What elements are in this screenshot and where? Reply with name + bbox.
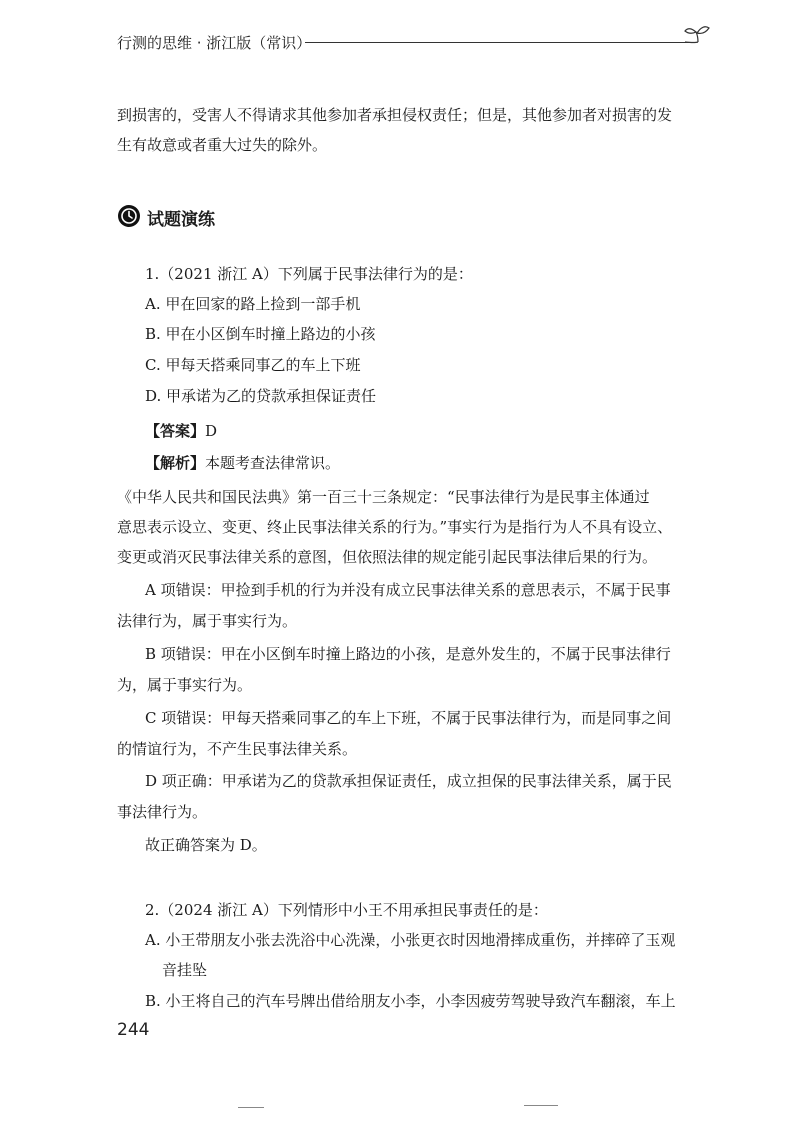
running-header xyxy=(117,28,717,58)
q2-option-b: B. 小王将自己的汽车号牌出借给朋友小李，小李因疲劳驾驶导致汽车翻滚，车上 xyxy=(145,992,676,1010)
answer-value: D xyxy=(205,422,218,440)
q2-option-a-cont: 音挂坠 xyxy=(162,961,208,979)
q2-option-a: A. 小王带朋友小张去洗浴中心洗澡，小张更衣时因地滑摔成重伤，并摔碎了玉观 xyxy=(145,931,676,949)
q1-body-line: 法律行为，属于事实行为。 xyxy=(117,612,298,630)
sprout-icon xyxy=(681,22,715,52)
q1-option-d: D. 甲承诺为乙的贷款承担保证责任 xyxy=(145,387,377,405)
q2-stem: 2.（2024 浙江 A）下列情形中小王不用承担民事责任的是： xyxy=(145,901,548,919)
header-title: 行测的思维 · 浙江版（常识） xyxy=(117,34,312,52)
q1-body-line: 《中华人民共和国民法典》第一百三十三条规定：“民事法律行为是民事主体通过 xyxy=(117,488,650,506)
intro-line-2: 生有故意或者重大过失的除外。 xyxy=(117,136,328,154)
header-rule xyxy=(305,42,691,43)
analysis-intro: 本题考查法律常识。 xyxy=(205,454,341,472)
scan-speck xyxy=(238,1107,264,1108)
analysis-tag: 【解析】 xyxy=(145,454,206,472)
q1-body-line: 的情谊行为，不产生民事法律关系。 xyxy=(117,740,358,758)
intro-line-1: 到损害的，受害人不得请求其他参加者承担侵权责任；但是，其他参加者对损害的发 xyxy=(117,106,673,124)
q1-body-line: 意思表示设立、变更、终止民事法律关系的行为。”事实行为是指行为人不具有设立、 xyxy=(117,518,673,536)
q1-body-line: B 项错误：甲在小区倒车时撞上路边的小孩，是意外发生的，不属于民事法律行 xyxy=(145,645,671,663)
answer-tag: 【答案】 xyxy=(145,422,206,440)
q1-body-line: 事法律行为。 xyxy=(117,803,208,821)
q1-body-line: 变更或消灭民事法律关系的意图，但依照法律的规定能引起民事法律后果的行为。 xyxy=(117,548,658,566)
q1-body-line: D 项正确：甲承诺为乙的贷款承担保证责任，成立担保的民事法律关系，属于民 xyxy=(145,772,672,790)
scan-speck xyxy=(524,1105,558,1106)
q1-analysis xyxy=(145,451,340,475)
q1-option-a: A. 甲在回家的路上捡到一部手机 xyxy=(145,295,361,313)
q1-body-line: A 项错误：甲捡到手机的行为并没有成立民事法律关系的意思表示，不属于民事 xyxy=(145,581,671,599)
q1-conclusion: 故正确答案为 D。 xyxy=(145,836,267,854)
q1-stem: 1.（2021 浙江 A）下列属于民事法律行为的是： xyxy=(145,265,473,283)
q1-body-line: 为，属于事实行为。 xyxy=(117,676,253,694)
q1-body-line: C 项错误：甲每天搭乘同事乙的车上下班，不属于民事法律行为，而是同事之间 xyxy=(145,709,672,727)
q1-option-b: B. 甲在小区倒车时撞上路边的小孩 xyxy=(145,325,376,343)
q1-answer xyxy=(145,419,217,443)
page-number: 244 xyxy=(117,1020,150,1040)
q1-option-c: C. 甲每天搭乘同事乙的车上下班 xyxy=(145,356,361,374)
section-title: 试题演练 xyxy=(147,210,215,230)
clock-icon xyxy=(117,204,141,228)
